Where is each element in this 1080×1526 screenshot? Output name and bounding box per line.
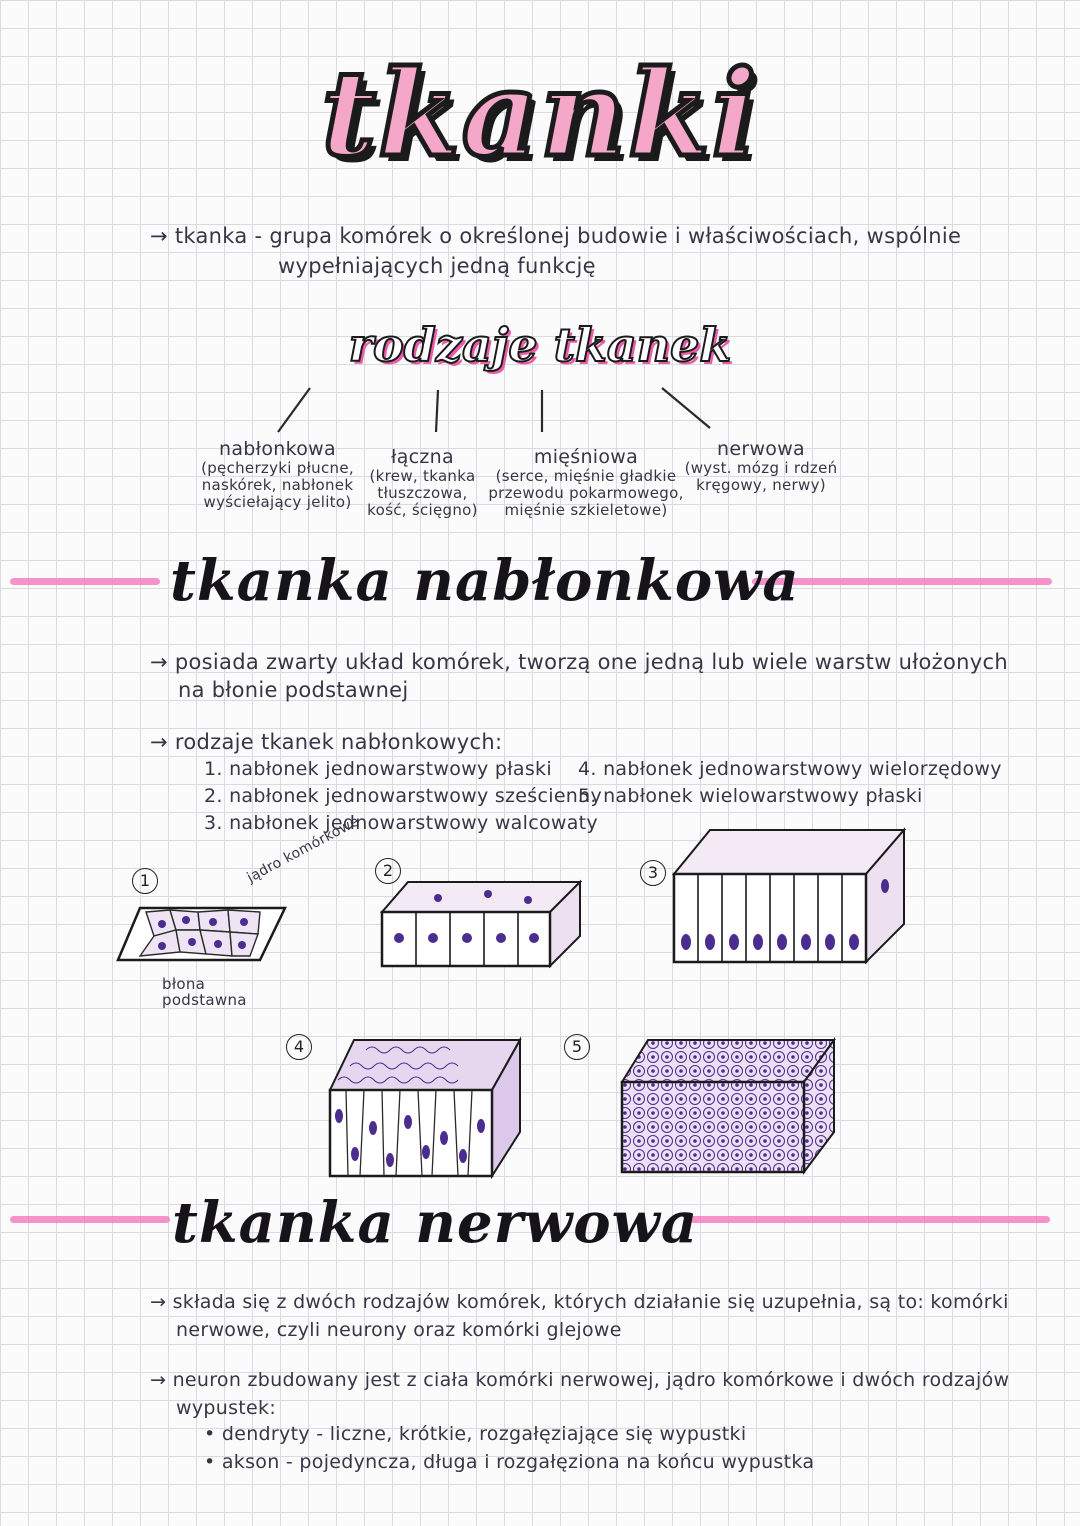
arrow-icon: → (150, 1369, 173, 1391)
diagram-number-3: 3 (640, 860, 666, 886)
types-heading: rodzaje tkanek (348, 318, 732, 372)
neuron-parts-list (204, 1420, 814, 1476)
label-membrane-2: podstawna (162, 991, 247, 1009)
type-connectors (0, 380, 1080, 440)
type-name: nabłonkowa (219, 438, 336, 460)
type-name: nerwowa (717, 438, 805, 460)
type-name: mięśniowa (533, 446, 639, 468)
type-desc: naskórek, nabłonek (201, 476, 354, 494)
type-desc: (wyst. mózg i rdzeń (684, 459, 838, 477)
p2-text: rodzaje tkanek nabłonkowych: (174, 730, 503, 754)
list-item: 2. nabłonek jednowarstwowy sześcienny (204, 785, 603, 807)
diagram-stratified-squamous (618, 1036, 840, 1176)
bullet-axon: akson - pojedyncza, długa i rozgałęziona na końcu wypustka (221, 1451, 815, 1473)
list-item: 3. nabłonek jednowarstwowy walcowaty (204, 812, 598, 834)
diagram-simple-columnar (670, 826, 910, 966)
label-nucleus: jądro komórkowe (244, 813, 363, 886)
definition (150, 222, 1030, 250)
type-desc: kręgowy, nerwy) (696, 476, 826, 494)
arrow-icon: → (150, 224, 168, 248)
type-column-3 (486, 446, 686, 519)
diagram-number-5: 5 (564, 1034, 590, 1060)
section-title-nervous: tkanka nerwowa (172, 1190, 699, 1256)
bullet-icon: • (204, 1451, 222, 1473)
label-membrane (162, 976, 247, 1008)
type-name: łączna (391, 446, 454, 468)
arrow-icon: → (150, 1291, 173, 1313)
connector-2 (436, 390, 438, 432)
bullet-dendrites: dendryty - liczne, krótkie, rozgałęziające się wypustki (221, 1423, 747, 1445)
type-column-2 (365, 446, 480, 519)
section-divider-right (690, 1216, 1050, 1223)
p1-line2: na błonie podstawnej (178, 678, 409, 702)
list-item (204, 1420, 814, 1448)
type-desc: przewodu pokarmowego, (488, 484, 684, 502)
type-desc: (krew, tkanka (369, 467, 476, 485)
page-title: tkanki (321, 44, 759, 183)
type-desc: kość, ścięgno) (367, 501, 478, 519)
definition-line1: tkanka - grupa komórek o określonej budowie i właściwościach, wspólnie (174, 224, 962, 248)
n-p1-line1: składa się z dwóch rodzajów komórek, których działanie się uzupełnia, są to: komórki (172, 1291, 1009, 1313)
nervous-paragraph-1 (150, 1288, 1050, 1316)
epithelial-paragraph-2 (150, 728, 502, 756)
diagram-pseudostratified (326, 1036, 526, 1180)
label-membrane-1: błona (162, 975, 206, 993)
type-desc: mięśnie szkieletowe) (504, 501, 668, 519)
type-desc: (serce, mięśnie gładkie (495, 467, 677, 485)
diagram-number-2: 2 (375, 858, 401, 884)
diagram-simple-cuboidal (378, 878, 588, 970)
n-p2-line1: neuron zbudowany jest z ciała komórki nerwowej, jądro komórkowe i dwóch rodzajów (172, 1369, 1010, 1391)
type-desc: tłuszczowa, (377, 484, 468, 502)
epithelial-list-left (204, 756, 602, 837)
p1-line1: posiada zwarty układ komórek, tworzą one jedną lub wiele warstw ułożonych (174, 650, 1008, 674)
type-column-4 (676, 438, 846, 494)
list-item: 5. nabłonek wielowarstwowy płaski (578, 785, 923, 807)
section-title-epithelial: tkanka nabłonkowa (170, 548, 800, 614)
section-divider-left (10, 1216, 170, 1223)
arrow-icon: → (150, 650, 175, 674)
n-p1-line2: nerwowe, czyli neurony oraz komórki glejowe (176, 1319, 622, 1341)
definition-line2: wypełniających jedną funkcję (278, 254, 596, 278)
arrow-icon: → (150, 730, 175, 754)
n-p2-line2: wypustek: (176, 1397, 277, 1419)
type-column-1 (190, 438, 365, 511)
type-desc: (pęcherzyki płucne, (201, 459, 354, 477)
list-item (204, 1448, 814, 1476)
epithelial-list-right (578, 756, 1002, 810)
diagram-simple-squamous (110, 900, 290, 970)
type-desc: wyściełający jelito) (203, 493, 352, 511)
connector-1 (278, 388, 310, 432)
nervous-paragraph-2 (150, 1366, 1050, 1394)
diagram-number-1: 1 (132, 868, 158, 894)
diagram-number-4: 4 (286, 1034, 312, 1060)
epithelial-paragraph-1 (150, 648, 1030, 676)
bullet-icon: • (204, 1423, 222, 1445)
list-item: 4. nabłonek jednowarstwowy wielorzędowy (578, 758, 1002, 780)
list-item: 1. nabłonek jednowarstwowy płaski (204, 758, 552, 780)
connector-4 (662, 388, 710, 428)
section-divider-left (10, 578, 160, 585)
